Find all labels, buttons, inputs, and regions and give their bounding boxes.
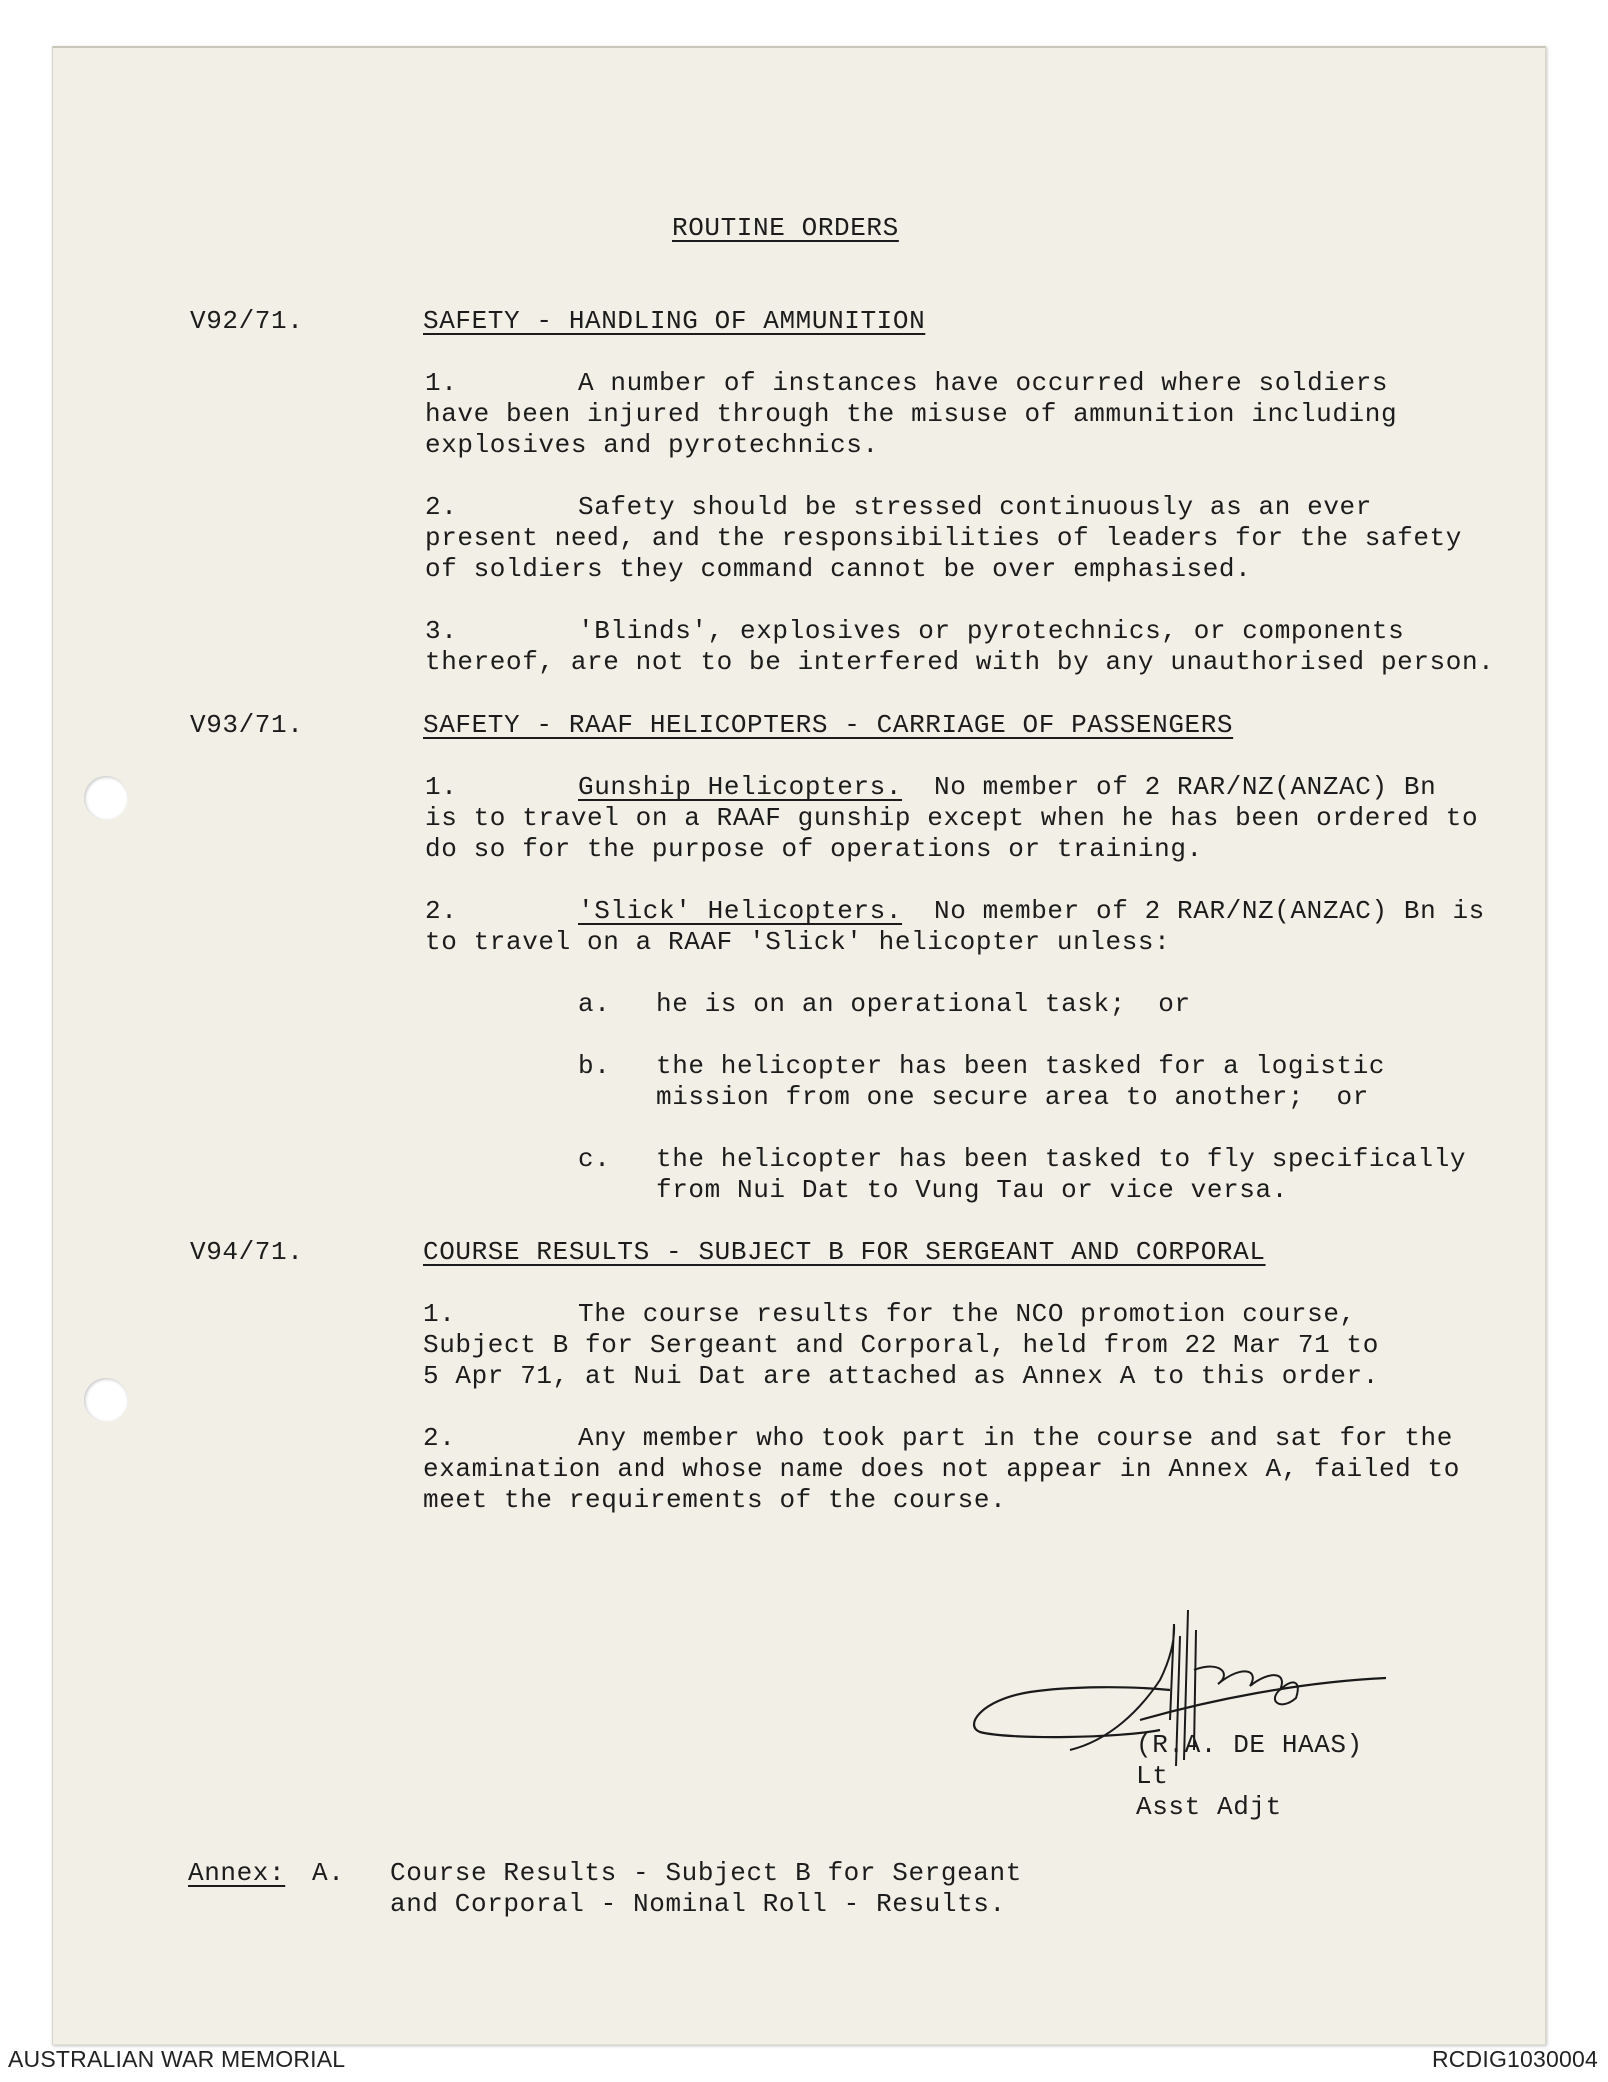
paragraph-line: thereof, are not to be interfered with by any unauthorised person.: [425, 647, 1495, 677]
section-heading: COURSE RESULTS - SUBJECT B FOR SERGEANT AND CORPORAL: [423, 1237, 1266, 1267]
paragraph-number: 1.: [423, 1299, 456, 1329]
paragraph-line: 'Blinds', explosives or pyrotechnics, or components: [578, 616, 1405, 646]
signatory-appointment: Asst Adjt: [1136, 1792, 1282, 1822]
paragraph-line: do so for the purpose of operations or training.: [425, 834, 1203, 864]
order-number: V92/71.: [190, 306, 304, 336]
order-number: V94/71.: [190, 1237, 304, 1267]
signatory-rank: Lt: [1136, 1761, 1169, 1791]
section-heading: SAFETY - RAAF HELICOPTERS - CARRIAGE OF PASSENGERS: [423, 710, 1234, 740]
paragraph-line: of soldiers they command cannot be over emphasised.: [425, 554, 1252, 584]
signatory-name: (R.A. DE HAAS): [1136, 1730, 1363, 1760]
footer-source: AUSTRALIAN WAR MEMORIAL: [8, 2046, 346, 2072]
section-heading: SAFETY - HANDLING OF AMMUNITION: [423, 306, 926, 336]
subheading: 'Slick' Helicopters.: [578, 896, 903, 926]
annex-label: Annex:: [188, 1858, 286, 1888]
paragraph-line: Safety should be stressed continuously as an ever: [578, 492, 1372, 522]
subitem-line: mission from one secure area to another; or: [656, 1082, 1369, 1112]
paragraph-number: 1.: [425, 368, 458, 398]
annex-line: and Corporal - Nominal Roll - Results.: [390, 1889, 1006, 1919]
paragraph-line: is to travel on a RAAF gunship except when he has been ordered to: [425, 803, 1479, 833]
paragraph-number: 2.: [425, 492, 458, 522]
paragraph-line: Subject B for Sergeant and Corporal, held from 22 Mar 71 to: [423, 1330, 1379, 1360]
paragraph-line: The course results for the NCO promotion course,: [578, 1299, 1356, 1329]
annex-letter: A.: [312, 1858, 345, 1888]
paragraph-line: present need, and the responsibilities of leaders for the safety: [425, 523, 1462, 553]
paragraph-line: examination and whose name does not appear in Annex A, failed to: [423, 1454, 1460, 1484]
paragraph-line: No member of 2 RAR/NZ(ANZAC) Bn: [934, 772, 1437, 802]
paragraph-number: 3.: [425, 616, 458, 646]
paragraph-line: explosives and pyrotechnics.: [425, 430, 879, 460]
paragraph-number: 1.: [425, 772, 458, 802]
page-title: ROUTINE ORDERS: [672, 213, 899, 243]
subitem-letter: a.: [578, 989, 611, 1019]
order-number: V93/71.: [190, 710, 304, 740]
punch-hole-upper: [84, 776, 128, 820]
paragraph-line: No member of 2 RAR/NZ(ANZAC) Bn is: [934, 896, 1485, 926]
handwritten-signature: [970, 1600, 1430, 1800]
paragraph-line: 5 Apr 71, at Nui Dat are attached as Annex A to this order.: [423, 1361, 1379, 1391]
paragraph-line: have been injured through the misuse of ammunition including: [425, 399, 1398, 429]
subitem-line: the helicopter has been tasked for a logistic: [656, 1051, 1386, 1081]
subitem-line: the helicopter has been tasked to fly specifically: [656, 1144, 1467, 1174]
subheading: Gunship Helicopters.: [578, 772, 903, 802]
paragraph-line: meet the requirements of the course.: [423, 1485, 1007, 1515]
subitem-line: from Nui Dat to Vung Tau or vice versa.: [656, 1175, 1288, 1205]
subitem-line: he is on an operational task; or: [656, 989, 1191, 1019]
paragraph-number: 2.: [423, 1423, 456, 1453]
subitem-letter: b.: [578, 1051, 611, 1081]
paragraph-line: Any member who took part in the course and sat for the: [578, 1423, 1453, 1453]
annex-line: Course Results - Subject B for Sergeant: [390, 1858, 1022, 1888]
paragraph-line: A number of instances have occurred where soldiers: [578, 368, 1389, 398]
punch-hole-lower: [84, 1378, 128, 1422]
subitem-letter: c.: [578, 1144, 611, 1174]
paragraph-number: 2.: [425, 896, 458, 926]
footer-id: RCDIG1030004: [1431, 2046, 1598, 2072]
paragraph-line: to travel on a RAAF 'Slick' helicopter unless:: [425, 927, 1171, 957]
